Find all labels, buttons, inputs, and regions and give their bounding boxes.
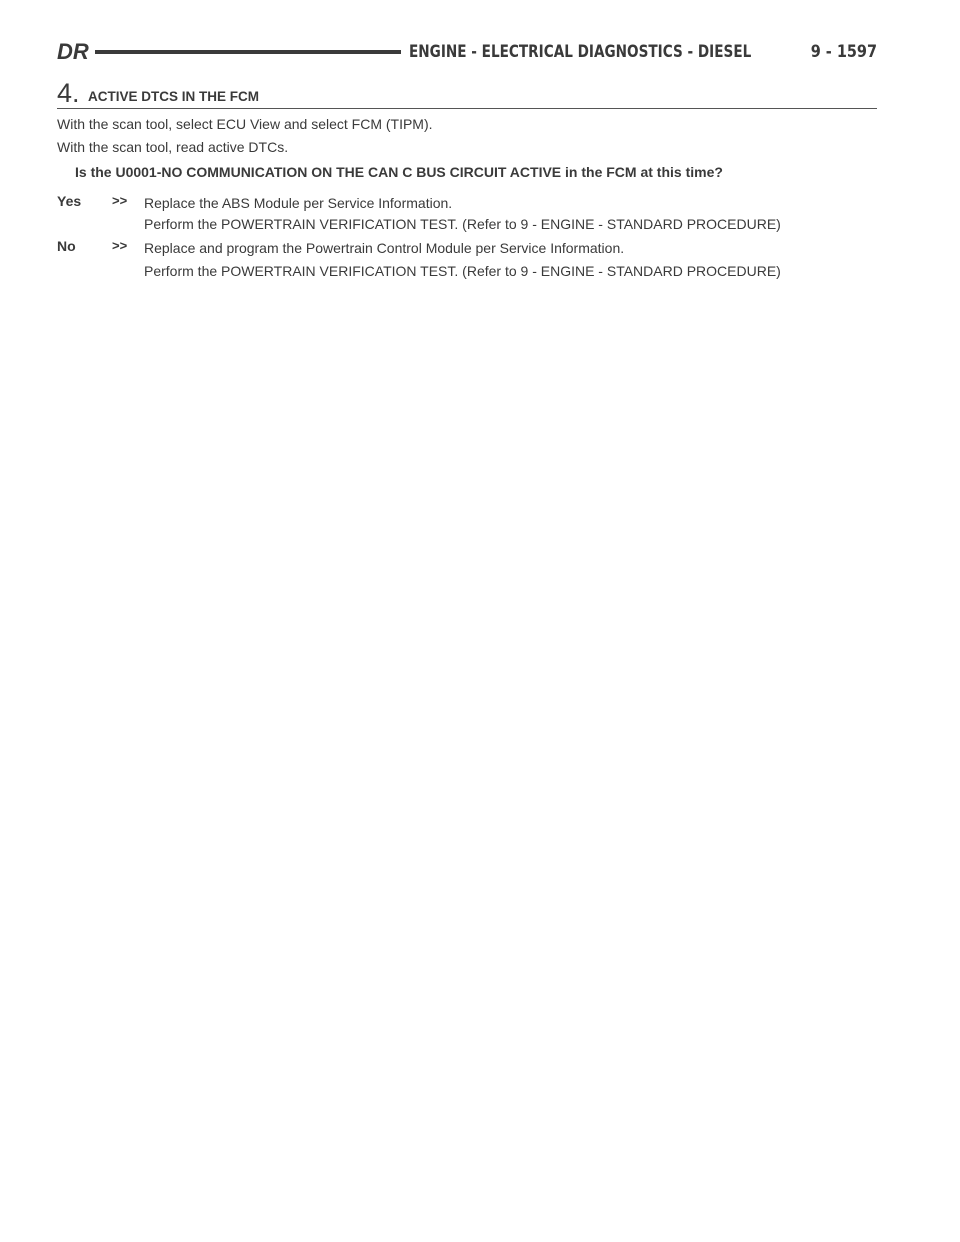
section-title: ENGINE - ELECTRICAL DIAGNOSTICS - DIESEL <box>408 42 752 62</box>
diagnostic-question: Is the U0001-NO COMMUNICATION ON THE CAN C BUS CIRCUIT ACTIVE in the FCM at this time? <box>75 164 723 180</box>
step-title: ACTIVE DTCS IN THE FCM <box>88 89 259 104</box>
answer-label: No <box>57 238 76 254</box>
arrow-icon: >> <box>112 238 128 253</box>
answer-action: Replace and program the Powertrain Control Module per Service Information. <box>144 240 625 256</box>
step-number: 4. <box>57 78 80 108</box>
answer-label: Yes <box>57 193 82 209</box>
page-number: 9 - 1597 <box>810 42 877 62</box>
answer-action: Perform the POWERTRAIN VERIFICATION TEST. (Refer to 9 - ENGINE - STANDARD PROCEDURE) <box>144 263 781 279</box>
instruction-line: With the scan tool, select ECU View and select FCM (TIPM). <box>57 116 433 132</box>
brand-code: DR <box>57 39 89 64</box>
header-rule <box>95 50 401 54</box>
answer-action: Perform the POWERTRAIN VERIFICATION TEST. (Refer to 9 - ENGINE - STANDARD PROCEDURE) <box>144 216 781 232</box>
answer-action: Replace the ABS Module per Service Information. <box>144 195 453 211</box>
arrow-icon: >> <box>112 193 128 208</box>
instruction-line: With the scan tool, read active DTCs. <box>57 139 289 155</box>
page-header <box>57 38 877 66</box>
step-heading <box>57 78 877 109</box>
